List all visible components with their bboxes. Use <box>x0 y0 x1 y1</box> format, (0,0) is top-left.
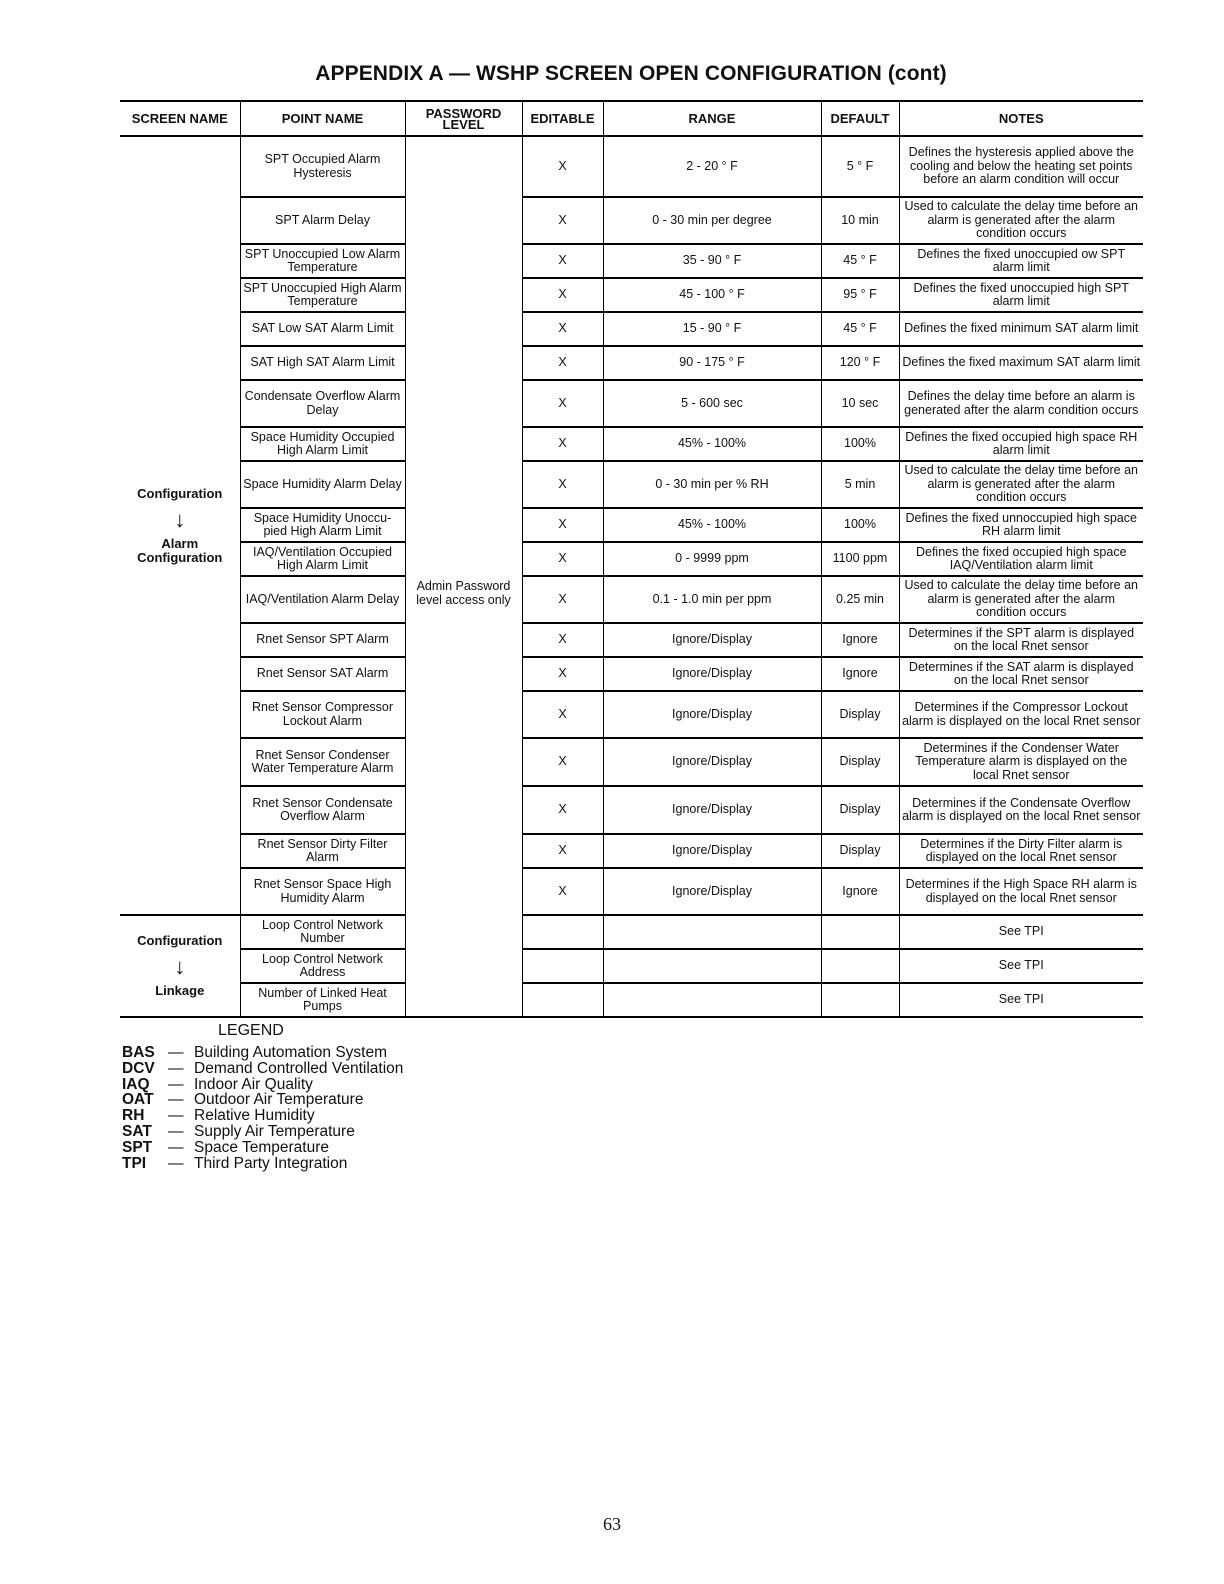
range-cell: 0 - 30 min per degree <box>603 197 821 244</box>
default-cell <box>821 915 899 949</box>
notes-cell: Determines if the Condenser Water Temperature alarm is displayed on the local Rnet sensor <box>899 738 1143 786</box>
down-arrow-icon: ↓ <box>174 506 186 532</box>
legend-definition: Space Temperature <box>194 1138 329 1156</box>
range-cell: 15 - 90 ° F <box>603 312 821 346</box>
range-cell: Ignore/Display <box>603 691 821 738</box>
notes-cell: See TPI <box>899 915 1143 949</box>
default-cell: 10 sec <box>821 380 899 427</box>
legend-definition: Third Party Integration <box>194 1154 348 1172</box>
header-notes: NOTES <box>899 101 1143 136</box>
range-cell: 35 - 90 ° F <box>603 244 821 278</box>
legend-item <box>122 1124 403 1140</box>
notes-cell: Defines the fixed unoccupied ow SPT alarm limit <box>899 244 1143 278</box>
editable-cell <box>522 949 603 983</box>
default-cell: 100% <box>821 427 899 461</box>
table-row <box>120 244 1143 278</box>
default-cell: Display <box>821 786 899 834</box>
editable-cell: X <box>522 508 603 542</box>
point-name-cell: SPT Alarm Delay <box>240 197 405 244</box>
configuration-table <box>120 100 1143 1018</box>
page-number: 63 <box>603 1514 621 1534</box>
range-cell: 2 - 20 ° F <box>603 136 821 197</box>
notes-cell: Defines the delay time before an alarm is generated after the alarm condition occurs <box>899 380 1143 427</box>
default-cell: 1100 ppm <box>821 542 899 576</box>
point-name-cell: Space Humidity Alarm Delay <box>240 461 405 508</box>
legend-definition: Relative Humidity <box>194 1107 315 1125</box>
notes-cell: Used to calculate the delay time before an alarm is generated after the alarm condition occurs <box>899 197 1143 244</box>
legend-item <box>122 1108 403 1124</box>
screen-name-alarm-configuration <box>120 136 240 915</box>
header-point-name: POINT NAME <box>240 101 405 136</box>
range-cell: 0 - 9999 ppm <box>603 542 821 576</box>
legend-dash: — <box>168 1138 184 1156</box>
table-row <box>120 312 1143 346</box>
table-row <box>120 278 1143 312</box>
editable-cell <box>522 915 603 949</box>
range-cell <box>603 949 821 983</box>
legend-dash: — <box>168 1059 184 1077</box>
default-cell: Display <box>821 691 899 738</box>
range-cell: 0.1 - 1.0 min per ppm <box>603 576 821 623</box>
default-cell: Ignore <box>821 623 899 657</box>
point-name-cell: Loop Control Network Address <box>240 949 405 983</box>
editable-cell: X <box>522 738 603 786</box>
notes-cell: Defines the fixed minimum SAT alarm limit <box>899 312 1143 346</box>
header-default: DEFAULT <box>821 101 899 136</box>
point-name-cell: Rnet Sensor Condenser Water Temperature Alarm <box>240 738 405 786</box>
notes-cell: Determines if the SPT alarm is displayed on the local Rnet sensor <box>899 623 1143 657</box>
table-row <box>120 657 1143 691</box>
legend-definition: Supply Air Temperature <box>194 1122 355 1140</box>
point-name-cell: Loop Control Network Number <box>240 915 405 949</box>
default-cell <box>821 983 899 1017</box>
point-name-cell: SAT Low SAT Alarm Limit <box>240 312 405 346</box>
table-row <box>120 427 1143 461</box>
point-name-cell: SPT Unoccupied Low Alarm Temperature <box>240 244 405 278</box>
legend-item <box>122 1092 403 1108</box>
notes-cell: Defines the hysteresis applied above the cooling and below the heating set points before an alarm condition will occur <box>899 136 1143 197</box>
page-title: APPENDIX A — WSHP SCREEN OPEN CONFIGURATION (cont) <box>315 62 947 85</box>
legend-definition: Demand Controlled Ventilation <box>194 1059 404 1077</box>
editable-cell: X <box>522 427 603 461</box>
table-row <box>120 576 1143 623</box>
table-row <box>120 983 1143 1017</box>
table-row <box>120 691 1143 738</box>
point-name-cell: SAT High SAT Alarm Limit <box>240 346 405 380</box>
table-header-row <box>120 101 1143 136</box>
legend-title: LEGEND <box>218 1022 284 1039</box>
editable-cell: X <box>522 786 603 834</box>
editable-cell: X <box>522 691 603 738</box>
notes-cell: See TPI <box>899 949 1143 983</box>
notes-cell: Determines if the Condensate Overflow alarm is displayed on the local Rnet sensor <box>899 786 1143 834</box>
legend-abbreviation: IAQ <box>122 1075 150 1093</box>
legend-item <box>122 1045 403 1061</box>
notes-cell: Defines the fixed occupied high space IAQ/Ventilation alarm limit <box>899 542 1143 576</box>
notes-cell: Used to calculate the delay time before an alarm is generated after the alarm condition occurs <box>899 461 1143 508</box>
screen-name-line: Alarm <box>161 535 199 551</box>
legend-item <box>122 1061 403 1077</box>
screen-name-line: Linkage <box>155 983 205 998</box>
table-row <box>120 380 1143 427</box>
table-row <box>120 197 1143 244</box>
default-cell: 95 ° F <box>821 278 899 312</box>
legend-abbreviation: BAS <box>122 1044 155 1061</box>
screen-name-line: Configuration <box>137 485 223 501</box>
editable-cell: X <box>522 197 603 244</box>
table-row <box>120 623 1143 657</box>
editable-cell: X <box>522 136 603 197</box>
default-cell: 10 min <box>821 197 899 244</box>
default-cell: Display <box>821 738 899 786</box>
editable-cell: X <box>522 380 603 427</box>
point-name-cell: Rnet Sensor SPT Alarm <box>240 623 405 657</box>
editable-cell: X <box>522 346 603 380</box>
table-row <box>120 508 1143 542</box>
editable-cell: X <box>522 244 603 278</box>
default-cell: 100% <box>821 508 899 542</box>
legend-dash: — <box>168 1075 184 1093</box>
notes-cell: Defines the fixed unnoccupied high space RH alarm limit <box>899 508 1143 542</box>
point-name-cell: Rnet Sensor Compressor Lockout Alarm <box>240 691 405 738</box>
header-editable: EDITABLE <box>522 101 603 136</box>
range-cell: 45% - 100% <box>603 427 821 461</box>
table-row <box>120 461 1143 508</box>
point-name-cell: Condensate Overflow Alarm Delay <box>240 380 405 427</box>
legend-abbreviation: SPT <box>122 1138 153 1156</box>
range-cell: 45 - 100 ° F <box>603 278 821 312</box>
notes-cell: Determines if the Compressor Lockout alarm is displayed on the local Rnet sensor <box>899 691 1143 738</box>
range-cell: Ignore/Display <box>603 738 821 786</box>
notes-cell: Used to calculate the delay time before an alarm is generated after the alarm condition occurs <box>899 576 1143 623</box>
editable-cell: X <box>522 542 603 576</box>
legend-item <box>122 1156 403 1172</box>
table-row <box>120 915 1143 949</box>
point-name-cell: Space Humidity Occupied High Alarm Limit <box>240 427 405 461</box>
point-name-cell: Rnet Sensor SAT Alarm <box>240 657 405 691</box>
legend-abbreviation: RH <box>122 1107 145 1125</box>
default-cell: Ignore <box>821 657 899 691</box>
range-cell: Ignore/Display <box>603 657 821 691</box>
header-password-level: PASSWORD LEVEL <box>405 101 522 136</box>
table-row <box>120 346 1143 380</box>
table-row <box>120 786 1143 834</box>
legend-dash: — <box>168 1091 184 1109</box>
legend <box>122 1045 403 1171</box>
range-cell <box>603 983 821 1017</box>
legend-dash: — <box>168 1154 184 1172</box>
notes-cell: Defines the fixed maximum SAT alarm limit <box>899 346 1143 380</box>
default-cell: 5 ° F <box>821 136 899 197</box>
editable-cell: X <box>522 868 603 915</box>
point-name-cell: Rnet Sensor Space High Humidity Alarm <box>240 868 405 915</box>
editable-cell: X <box>522 278 603 312</box>
range-cell: 0 - 30 min per % RH <box>603 461 821 508</box>
range-cell: Ignore/Display <box>603 834 821 868</box>
notes-cell: See TPI <box>899 983 1143 1017</box>
editable-cell: X <box>522 623 603 657</box>
legend-abbreviation: DCV <box>122 1059 155 1077</box>
editable-cell <box>522 983 603 1017</box>
default-cell: 45 ° F <box>821 312 899 346</box>
screen-name-line: Configuration <box>137 549 223 565</box>
header-screen-name: SCREEN NAME <box>120 101 240 136</box>
notes-cell: Determines if the SAT alarm is displayed on the local Rnet sensor <box>899 657 1143 691</box>
table-row <box>120 136 1143 197</box>
legend-abbreviation: OAT <box>122 1091 154 1109</box>
table-row <box>120 834 1143 868</box>
notes-cell: Defines the fixed occupied high space RH alarm limit <box>899 427 1143 461</box>
default-cell: 120 ° F <box>821 346 899 380</box>
default-cell: 0.25 min <box>821 576 899 623</box>
point-name-cell: IAQ/Ventilation Occupied High Alarm Limit <box>240 542 405 576</box>
range-cell: 90 - 175 ° F <box>603 346 821 380</box>
screen-name-line: Configuration <box>137 933 223 948</box>
range-cell: Ignore/Display <box>603 786 821 834</box>
point-name-cell: Space Humidity Unoccu- pied High Alarm Limit <box>240 508 405 542</box>
notes-cell: Determines if the High Space RH alarm is displayed on the local Rnet sensor <box>899 868 1143 915</box>
point-name-cell: Number of Linked Heat Pumps <box>240 983 405 1017</box>
table-row <box>120 738 1143 786</box>
legend-abbreviation: SAT <box>122 1122 152 1140</box>
range-cell: Ignore/Display <box>603 868 821 915</box>
password-level-cell: Admin Password level access only <box>405 136 522 1017</box>
legend-definition: Building Automation System <box>194 1044 387 1061</box>
legend-dash: — <box>168 1044 184 1061</box>
point-name-cell: SPT Unoccupied High Alarm Temperature <box>240 278 405 312</box>
editable-cell: X <box>522 834 603 868</box>
point-name-cell: SPT Occupied Alarm Hysteresis <box>240 136 405 197</box>
screen-name-linkage <box>120 915 240 1017</box>
point-name-cell: Rnet Sensor Dirty Filter Alarm <box>240 834 405 868</box>
default-cell: Ignore <box>821 868 899 915</box>
legend-item <box>122 1140 403 1156</box>
range-cell: 45% - 100% <box>603 508 821 542</box>
editable-cell: X <box>522 576 603 623</box>
legend-definition: Outdoor Air Temperature <box>194 1091 364 1109</box>
editable-cell: X <box>522 312 603 346</box>
legend-dash: — <box>168 1122 184 1140</box>
default-cell <box>821 949 899 983</box>
header-range: RANGE <box>603 101 821 136</box>
notes-cell: Defines the fixed unoccupied high SPT alarm limit <box>899 278 1143 312</box>
default-cell: 45 ° F <box>821 244 899 278</box>
editable-cell: X <box>522 461 603 508</box>
range-cell: 5 - 600 sec <box>603 380 821 427</box>
default-cell: 5 min <box>821 461 899 508</box>
table-row <box>120 868 1143 915</box>
range-cell: Ignore/Display <box>603 623 821 657</box>
table-row <box>120 949 1143 983</box>
legend-item <box>122 1077 403 1093</box>
range-cell <box>603 915 821 949</box>
point-name-cell: Rnet Sensor Condensate Overflow Alarm <box>240 786 405 834</box>
editable-cell: X <box>522 657 603 691</box>
legend-dash: — <box>168 1107 184 1125</box>
table-row <box>120 542 1143 576</box>
down-arrow-icon: ↓ <box>174 954 186 979</box>
point-name-cell: IAQ/Ventilation Alarm Delay <box>240 576 405 623</box>
notes-cell: Determines if the Dirty Filter alarm is displayed on the local Rnet sensor <box>899 834 1143 868</box>
legend-definition: Indoor Air Quality <box>194 1075 313 1093</box>
legend-abbreviation: TPI <box>122 1154 147 1172</box>
default-cell: Display <box>821 834 899 868</box>
